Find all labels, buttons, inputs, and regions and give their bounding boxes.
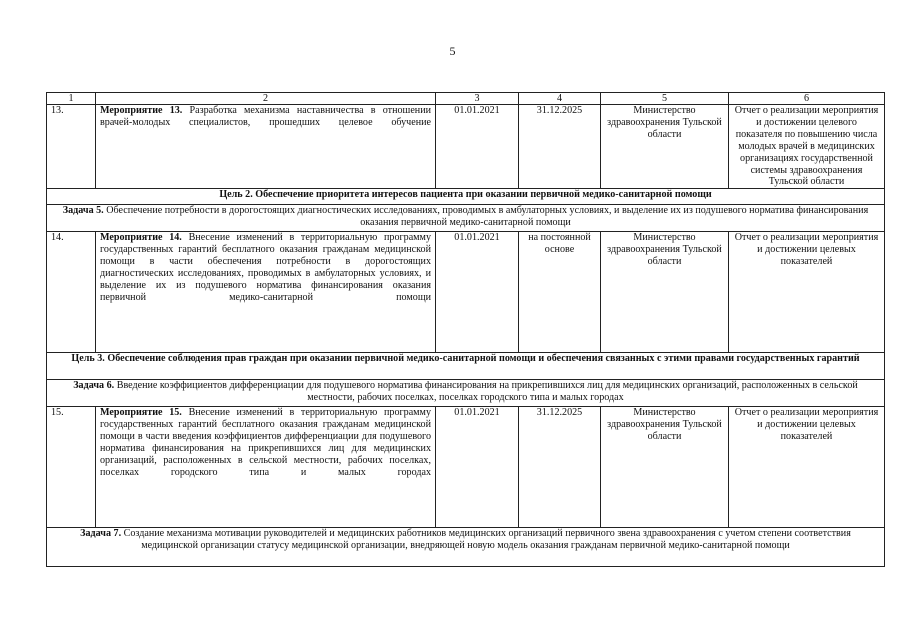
task-7 (47, 528, 885, 567)
measure-description (96, 407, 436, 528)
task-5 (47, 205, 885, 232)
start-date: 01.01.2021 (436, 232, 519, 353)
executor: Министерство здравоохранения Тульской области (601, 232, 729, 353)
measure-text: Внесение изменений в территориальную программу государственных гарантий бесплатного оказания гражданам медицинской помощи в части введения коэффициентов дифференциации для подушевого норматива финансирования на прикрепившихся лиц для медицинских организаций, расположенных в сельской местности, рабочих поселках, поселках городского типа и малых городах (100, 407, 431, 478)
row-number: 14. (47, 232, 96, 353)
executor: Министерство здравоохранения Тульской области (601, 105, 729, 189)
column-number-4: 4 (519, 93, 601, 105)
task-text: Создание механизма мотивации руководителей и медицинских работников медицинских организаций первичного звена здравоохранения с учетом степени соответствия медицинской организации статусу медицинской организации, внедряющей новую модель оказания гражданам первичной медико-санитарной помощи (121, 528, 851, 552)
measure-title: Мероприятие 13. (100, 105, 183, 116)
measure-text: Внесение изменений в территориальную программу государственных гарантий бесплатного оказания гражданам медицинской помощи в части обеспечения потребности в дорогостоящих диагностических исследованиях, проводимых в амбулаторных условиях, и выделение их из подушевого норматива финансирования оказания первичной медико-санитарной помощи (100, 232, 431, 303)
end-date: на постоянной основе (519, 232, 601, 353)
end-date: 31.12.2025 (519, 105, 601, 189)
goal-row (47, 189, 885, 205)
task-row (47, 380, 885, 407)
start-date: 01.01.2021 (436, 407, 519, 528)
row-number: 13. (47, 105, 96, 189)
column-number-6: 6 (729, 93, 885, 105)
task-6 (47, 380, 885, 407)
page-number: 5 (449, 44, 456, 58)
measure-description (96, 105, 436, 189)
table-row (47, 105, 885, 189)
measure-title: Мероприятие 15. (100, 407, 182, 419)
end-date: 31.12.2025 (519, 407, 601, 528)
task-row (47, 528, 885, 567)
column-number-row (47, 93, 885, 105)
executor: Министерство здравоохранения Тульской области (601, 407, 729, 528)
expected-result: Отчет о реализации мероприятия и достижении целевых показателей (729, 407, 885, 528)
table-row (47, 232, 885, 353)
measures-table (46, 92, 885, 567)
measure-text: Разработка механизма наставничества в отношении врачей-молодых специалистов, прошедших целевое обучение (100, 105, 431, 128)
task-text: Введение коэффициентов дифференциации для подушевого норматива финансирования на прикрепившихся лиц для медицинских организаций, расположенных в сельской местности, рабочих поселках, поселках городского типа и малых городах (114, 380, 858, 404)
task-label: Задача 6. (73, 380, 115, 392)
start-date: 01.01.2021 (436, 105, 519, 189)
column-number-3: 3 (436, 93, 519, 105)
task-label: Задача 5. (62, 205, 104, 217)
column-number-1: 1 (47, 93, 96, 105)
expected-result: Отчет о реализации мероприятия и достижении целевого показателя по повышению числа молодых врачей в медицинских организациях государственной системы здравоохранения Тульской области (729, 105, 885, 189)
goal-row (47, 353, 885, 380)
measure-description (96, 232, 436, 353)
row-number: 15. (47, 407, 96, 528)
task-text: Обеспечение потребности в дорогостоящих диагностических исследованиях, проводимых в амбулаторных условиях, и выделение их из подушевого норматива финансирования оказания первичной медико-санитарной помощи (103, 205, 869, 229)
goal-3: Цель 3. Обеспечение соблюдения прав граждан при оказании первичной медико-санитарной помощи и обеспечения связанных с этими правами государственных гарантий (47, 353, 885, 380)
task-label: Задача 7. (80, 528, 122, 540)
goal-2: Цель 2. Обеспечение приоритета интересов пациента при оказании первичной медико-санитарной помощи (47, 189, 885, 205)
expected-result: Отчет о реализации мероприятия и достижении целевых показателей (729, 232, 885, 353)
column-number-5: 5 (601, 93, 729, 105)
column-number-2: 2 (96, 93, 436, 105)
task-row (47, 205, 885, 232)
table-row (47, 407, 885, 528)
measure-title: Мероприятие 14. (100, 232, 182, 244)
